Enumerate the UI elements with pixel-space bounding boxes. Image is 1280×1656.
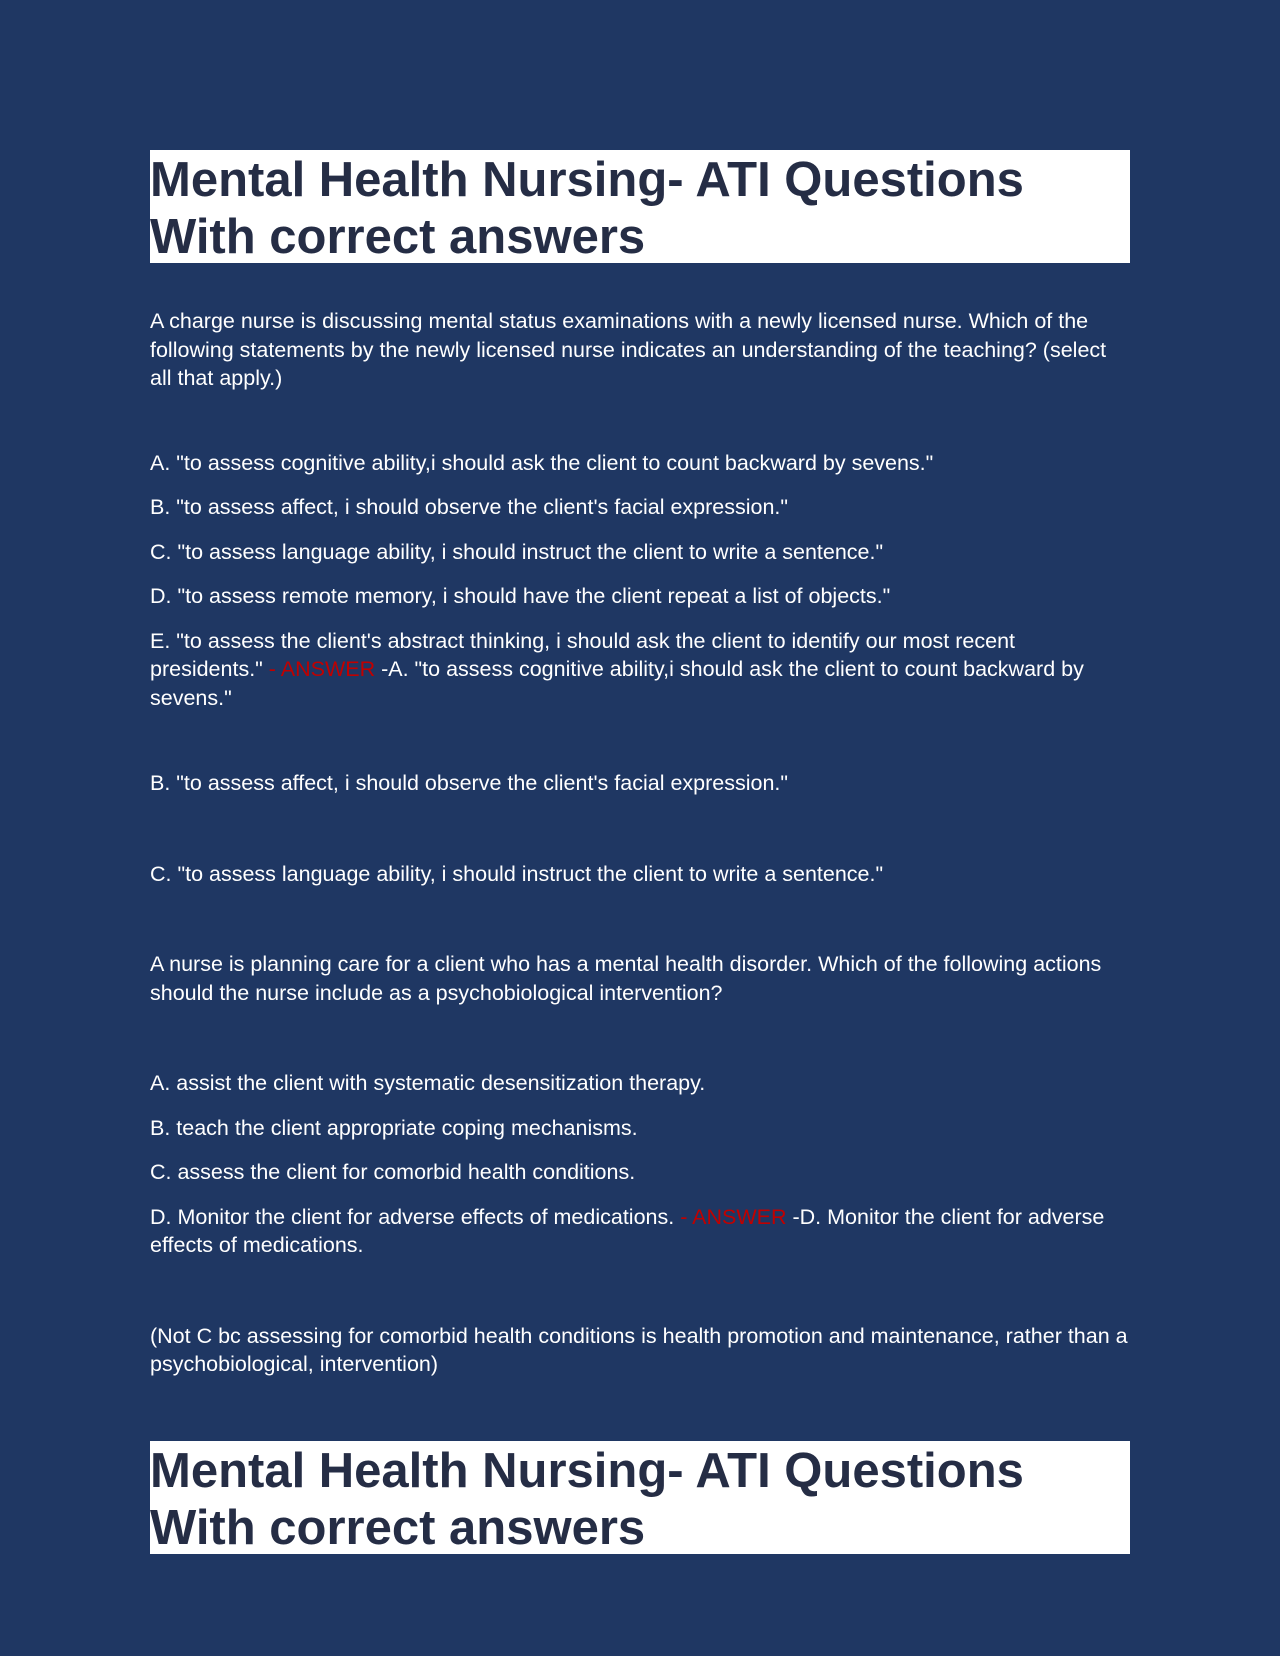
q1-option-a: A. "to assess cognitive ability,i should ask the client to count backward by sevens." — [150, 450, 934, 475]
q1-answer-b: B. "to assess affect, i should observe the client's facial expression." — [150, 771, 789, 795]
q2-option-b: B. teach the client appropriate coping mechanisms. — [150, 1115, 638, 1140]
question-1-text: A charge nurse is discussing mental status examinations with a newly licensed nurse. Which of the following statements by the newly licensed nurse indicates an understanding of the teaching? (select all that apply.) — [150, 309, 1107, 390]
q1-option-d: D. "to assess remote memory, i should have the client repeat a list of objects." — [150, 584, 891, 608]
q2-answer-label: - ANSWER — [674, 1204, 787, 1229]
q1-option-e-with-answer — [150, 627, 1130, 713]
q2-option-c: C. assess the client for comorbid health conditions. — [150, 1160, 636, 1184]
q2-option-d-with-answer — [150, 1203, 1130, 1260]
q1-option-b: B. "to assess affect, i should observe the client's facial expression." — [150, 495, 789, 519]
question-2-text: A nurse is planning care for a client who has a mental health disorder. Which of the following actions should the nurse include as a psychobiological intervention? — [150, 952, 1102, 1005]
q1-option-e: E. "to assess the client's abstract thinking, i should ask the client to identify our most recent presidents." — [150, 628, 1015, 681]
q2-option-d: D. Monitor the client for adverse effects of medications. — [150, 1204, 675, 1229]
document-page — [150, 150, 1130, 1554]
q2-rationale: (Not C bc assessing for comorbid health conditions is health promotion and maintenance, rather than a psychobiological, intervention) — [150, 1323, 1128, 1376]
q1-answer-c: C. "to assess language ability, i should instruct the client to write a sentence." — [150, 861, 884, 886]
q1-answer-text: -A. "to assess cognitive ability,i should ask the client to count backward by sevens." — [150, 657, 1084, 710]
q2-option-a: A. assist the client with systematic desensitization therapy. — [150, 1071, 706, 1095]
q1-answer-label: - ANSWER — [262, 657, 376, 681]
q1-option-c: C. "to assess language ability, i should instruct the client to write a sentence." — [150, 539, 884, 564]
document-title-top: Mental Health Nursing- ATI Questions With correct answers — [150, 150, 1130, 263]
q2-answer-text: -D. Monitor the client for adverse effects of medications. — [150, 1204, 1105, 1257]
document-title-bottom: Mental Health Nursing- ATI Questions With correct answers — [150, 1441, 1130, 1554]
